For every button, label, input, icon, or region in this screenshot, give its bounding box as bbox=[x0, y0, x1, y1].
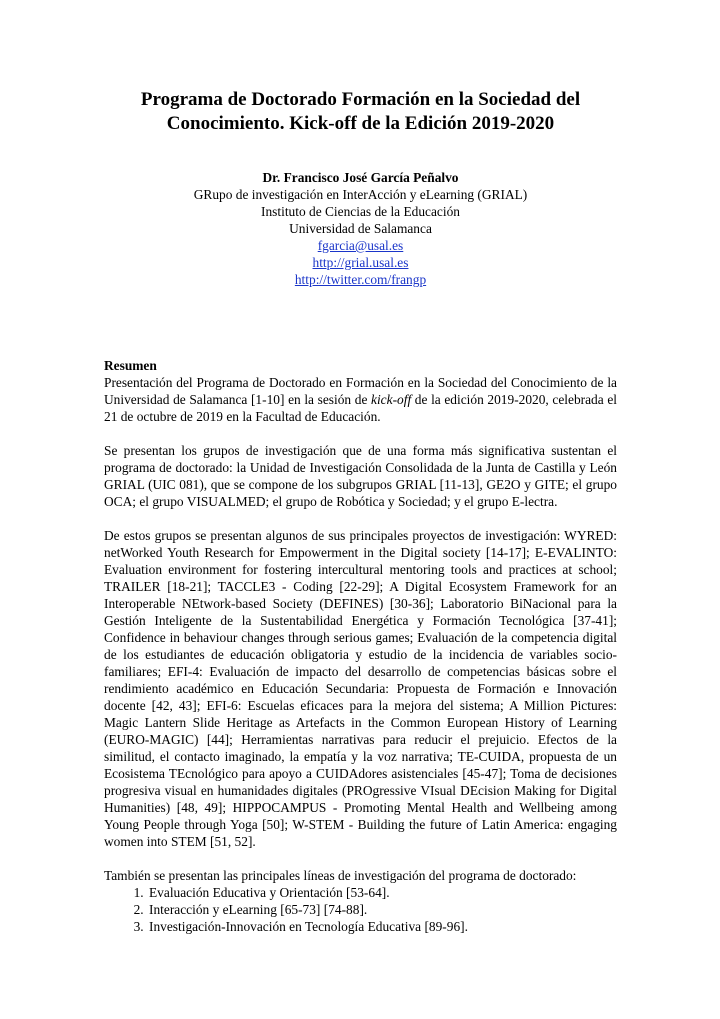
abstract-paragraph-2: Se presentan los grupos de investigación que de una forma más significativa sustentan el programa de doctorado: la Unidad de Investigación Consolidada de la Junta de Castilla y León GRIAL (UIC 081), que se compone de los subgrupos GRIAL [11-13], GE2O y GITE; el grupo OCA; el grupo VISUALMED; el grupo de Robótica y Sociedad; y el grupo E-lectra. bbox=[104, 443, 617, 509]
abstract-paragraph-4: También se presentan las principales líneas de investigación del programa de doctorado: bbox=[104, 868, 577, 883]
document-title bbox=[104, 88, 617, 136]
affiliation-university: Universidad de Salamanca bbox=[289, 221, 432, 236]
list-item: 3. Investigación-Innovación en Tecnología Educativa [89-96]. bbox=[147, 918, 617, 935]
kickoff-italic: kick-off bbox=[371, 392, 412, 407]
abstract-paragraph-1 bbox=[104, 374, 617, 425]
author-name: Dr. Francisco José García Peñalvo bbox=[262, 170, 459, 185]
list-item: 1. Evaluación Educativa y Orientación [53-64]. bbox=[147, 884, 617, 901]
author-block bbox=[104, 169, 617, 288]
para1-text-start: Presentación del Programa de Doctorado en Formación en la Sociedad del Conocimiento de la Universidad de Salamanca [1-10] en la sesión de bbox=[104, 375, 617, 407]
list-item: 2. Interacción y eLearning [65-73] [74-88]. bbox=[147, 901, 617, 918]
website-link[interactable]: http://grial.usal.es bbox=[312, 255, 409, 270]
title-line-2: Conocimiento. Kick-off de la Edición 2019-2020 bbox=[166, 113, 555, 134]
affiliation-group: GRupo de investigación en InterAcción y eLearning (GRIAL) bbox=[193, 187, 528, 202]
twitter-link[interactable]: http://twitter.com/frangp bbox=[294, 272, 427, 287]
research-lines-list bbox=[104, 884, 617, 935]
email-link[interactable]: fgarcia@usal.es bbox=[317, 238, 404, 253]
title-line-1: Programa de Doctorado Formación en la Sociedad del bbox=[140, 89, 581, 110]
abstract-section bbox=[104, 357, 617, 935]
abstract-paragraph-3: De estos grupos se presentan algunos de sus principales proyectos de investigación: WYRED: netWorked Youth Research for Empowerment in the Digital society [14-17]; E-EVALINTO: Evaluation environment for fostering intercultural mentoring tools and practices at school; TRAILER [18-21]; TACCLE3 - Coding [22-29]; A Digital Ecosystem Framework for an Interoperable NEtwork-based Society (DEFINES) [30-36]; Laboratorio BiNacional para la Gestión Inteligente de la Sustentabilidad Energética y Formación Tecnológica [37-41]; Confidence in behaviour changes through serious games; Evaluación de la competencia digital de los estudiantes de educación obligatoria y estudio de la incidencia de variables socio-familiares; EFI-4: Evaluación de impacto del desarrollo de competencias básicas sobre el rendimiento académico en Educación Secundaria: Propuesta de Formación e Innovación docente [42, 43]; EFI-6: Escuelas eficaces para la mejora del sistema; A Million Pictures: Magic Lantern Slide Heritage as Artefacts in the Common European History of Learning (EURO-MAGIC) [44]; Herramientas narrativas para reducir el prejuicio. Efectos de la similitud, el contacto imaginado, la empatía y la voz narrativa; TE-CUIDA, propuesta de un Ecosistema TEcnológico para apoyo a CUIDAdores asistenciales [45-47]; Toma de decisiones progresiva visual en humanidades digitales (PROgressive VIsual DEcision Making for Digital Humanities) [48, 49]; HIPPOCAMPUS - Promoting Mental Health and Wellbeing among Young People through Yoga [50]; W-STEM - Building the future of Latin America: engaging women into STEM [51, 52]. bbox=[104, 528, 617, 849]
abstract-heading: Resumen bbox=[104, 358, 157, 373]
para1-text-end: de la edición 2019-2020, celebrada el 21 de octubre de 2019 en la Facultad de Educación. bbox=[104, 392, 617, 424]
affiliation-institute: Instituto de Ciencias de la Educación bbox=[261, 204, 460, 219]
